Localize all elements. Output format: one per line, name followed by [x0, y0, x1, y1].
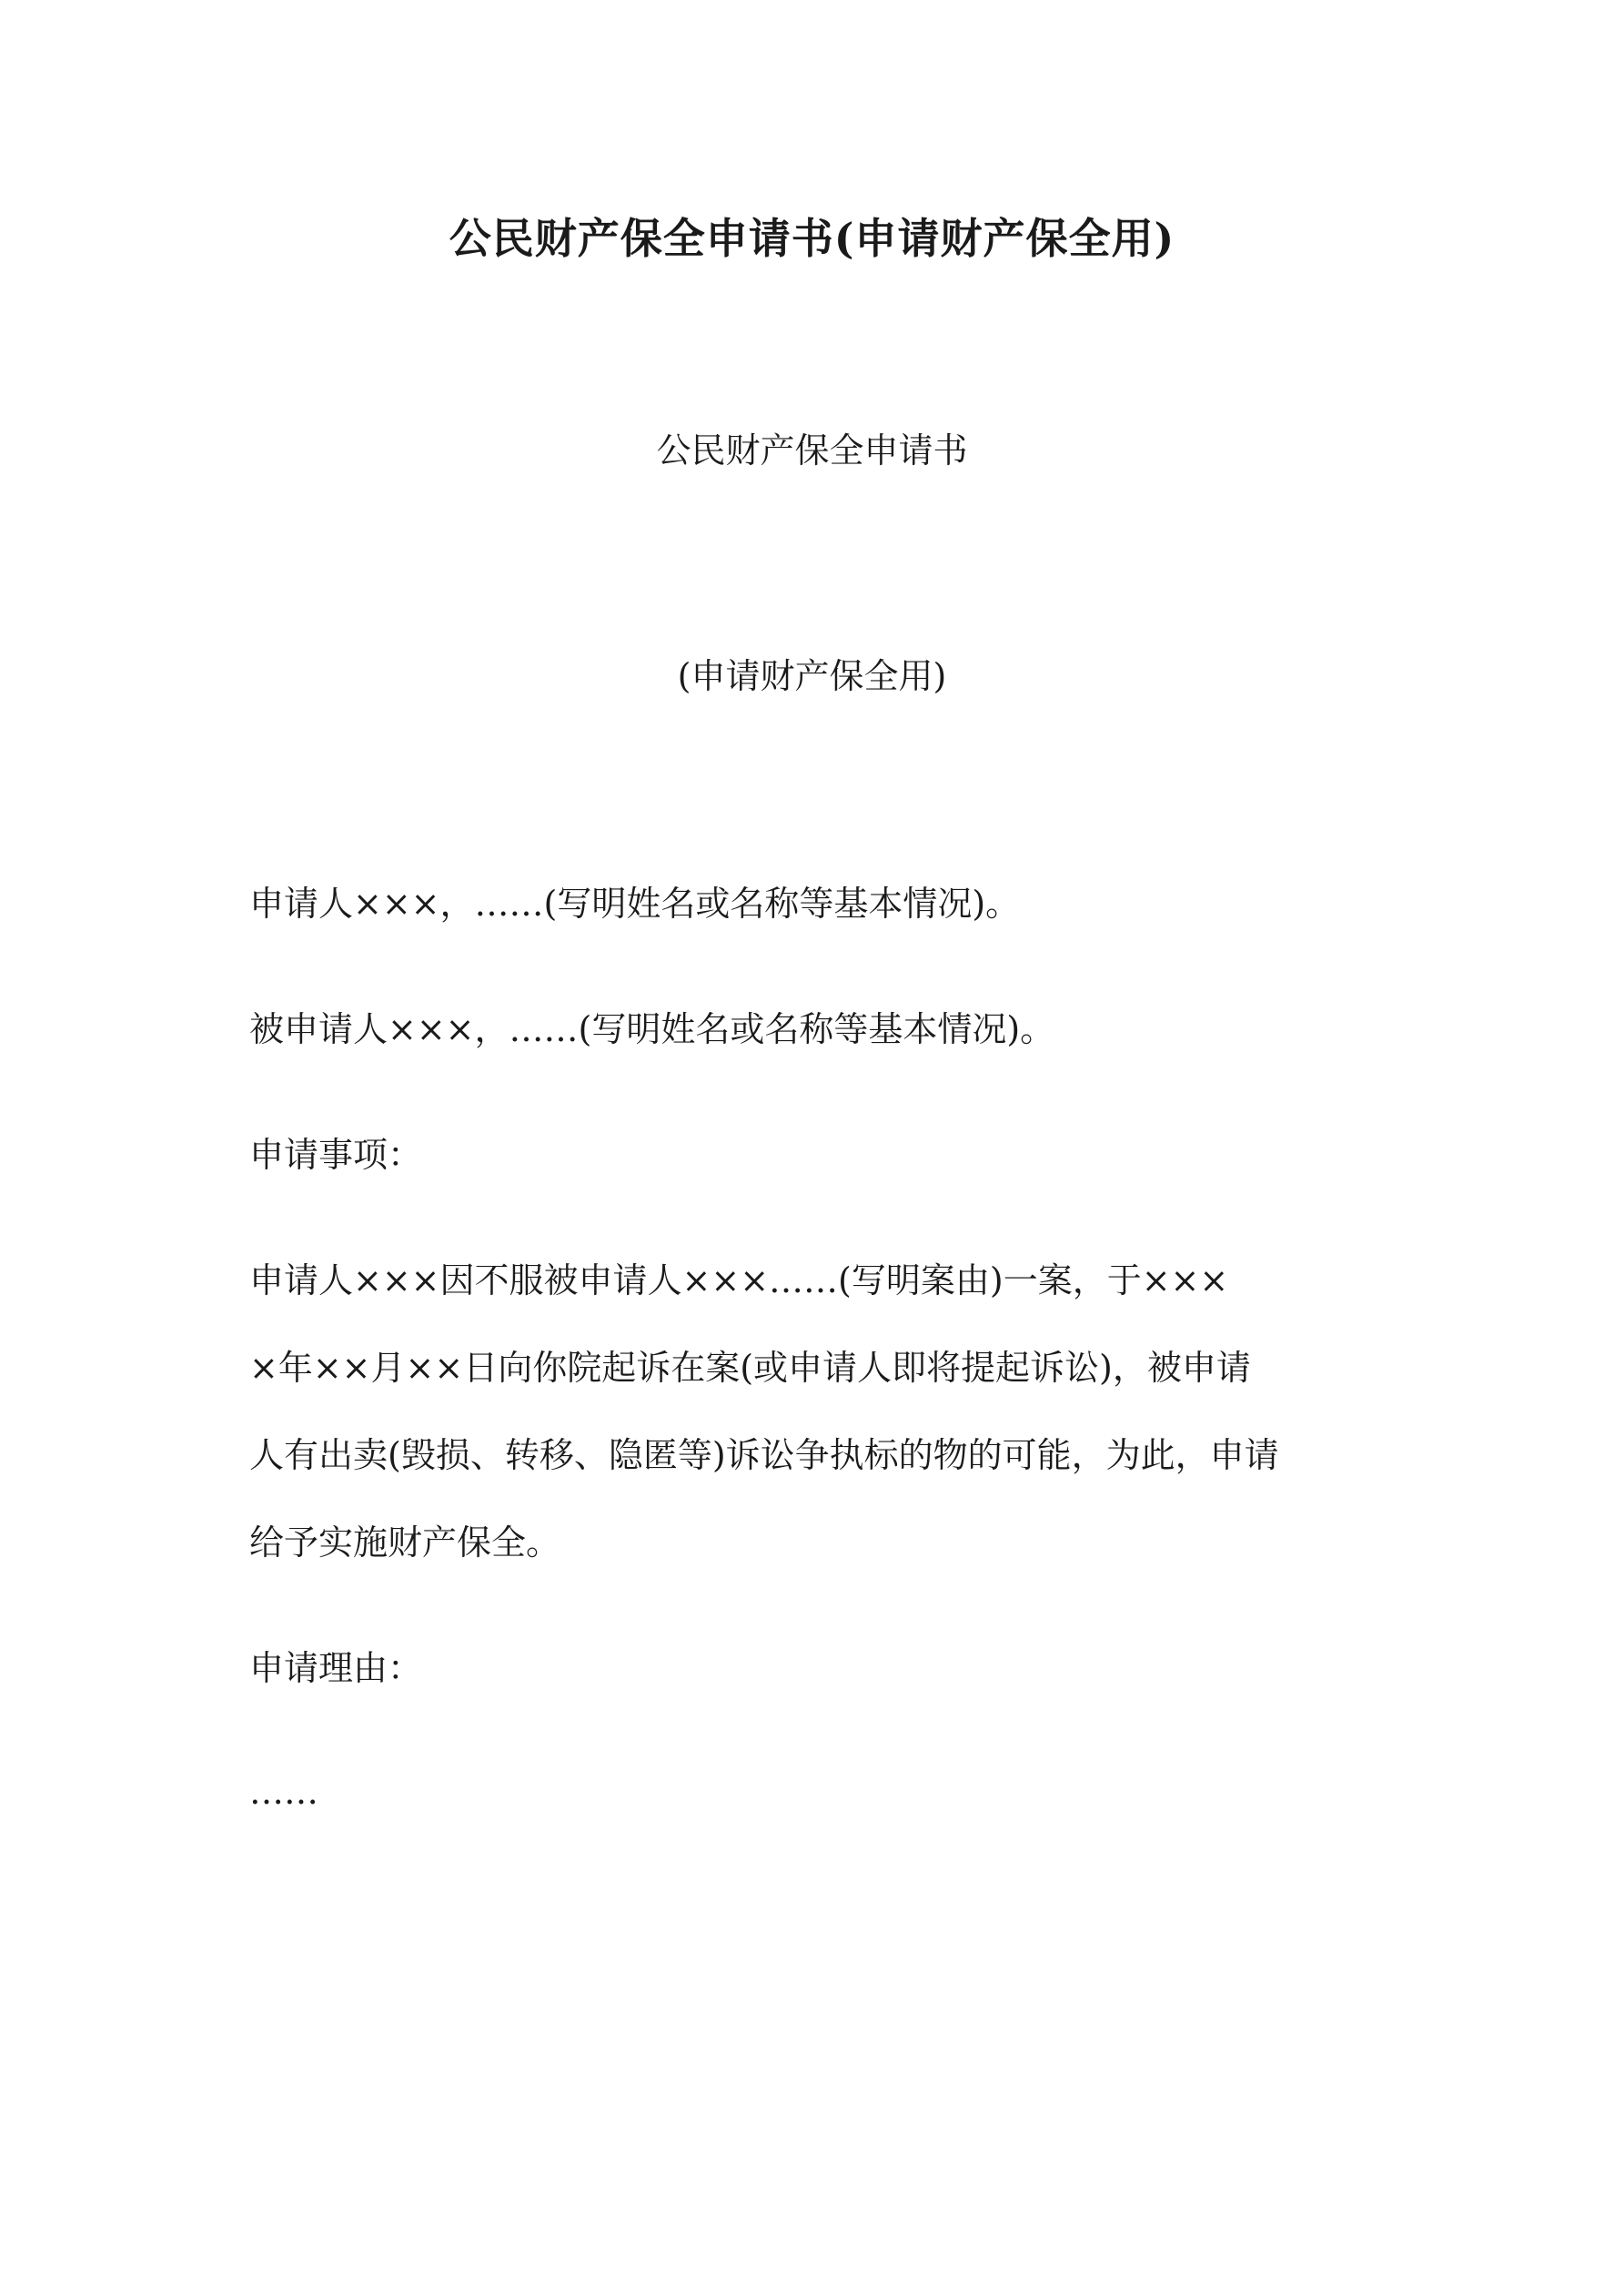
applicant-paragraph: 申请人×××，……(写明姓名或名称等基本情况)。	[249, 884, 1021, 924]
request-body-line: 给予实施财产保全。	[249, 1522, 561, 1563]
respondent-paragraph: 被申请人×××，……(写明姓名或名称等基本情况)。	[249, 1009, 1055, 1049]
request-body-line: 人有出卖(毁损、转移、隐匿等)诉讼争执标的物的可能，为此，申请	[249, 1435, 1279, 1475]
request-body-line: ×年××月××日向你院起诉在案(或申请人即将提起诉讼)，被申请	[249, 1348, 1251, 1388]
document-subtitle: 公民财产保全申请书	[656, 430, 968, 470]
request-body-paragraph	[249, 1258, 1396, 1607]
request-heading: 申请事项：	[249, 1135, 423, 1175]
reason-body-ellipsis: ……	[249, 1772, 318, 1812]
document-subtitle-note: (申请财产保全用)	[677, 656, 947, 696]
reason-heading: 申请理由：	[249, 1648, 423, 1688]
document-title: 公民财产保全申请书(申请财产保全用)	[449, 214, 1175, 263]
request-body-line: 申请人×××因不服被申请人×××……(写明案由)一案，于×××	[249, 1260, 1229, 1300]
